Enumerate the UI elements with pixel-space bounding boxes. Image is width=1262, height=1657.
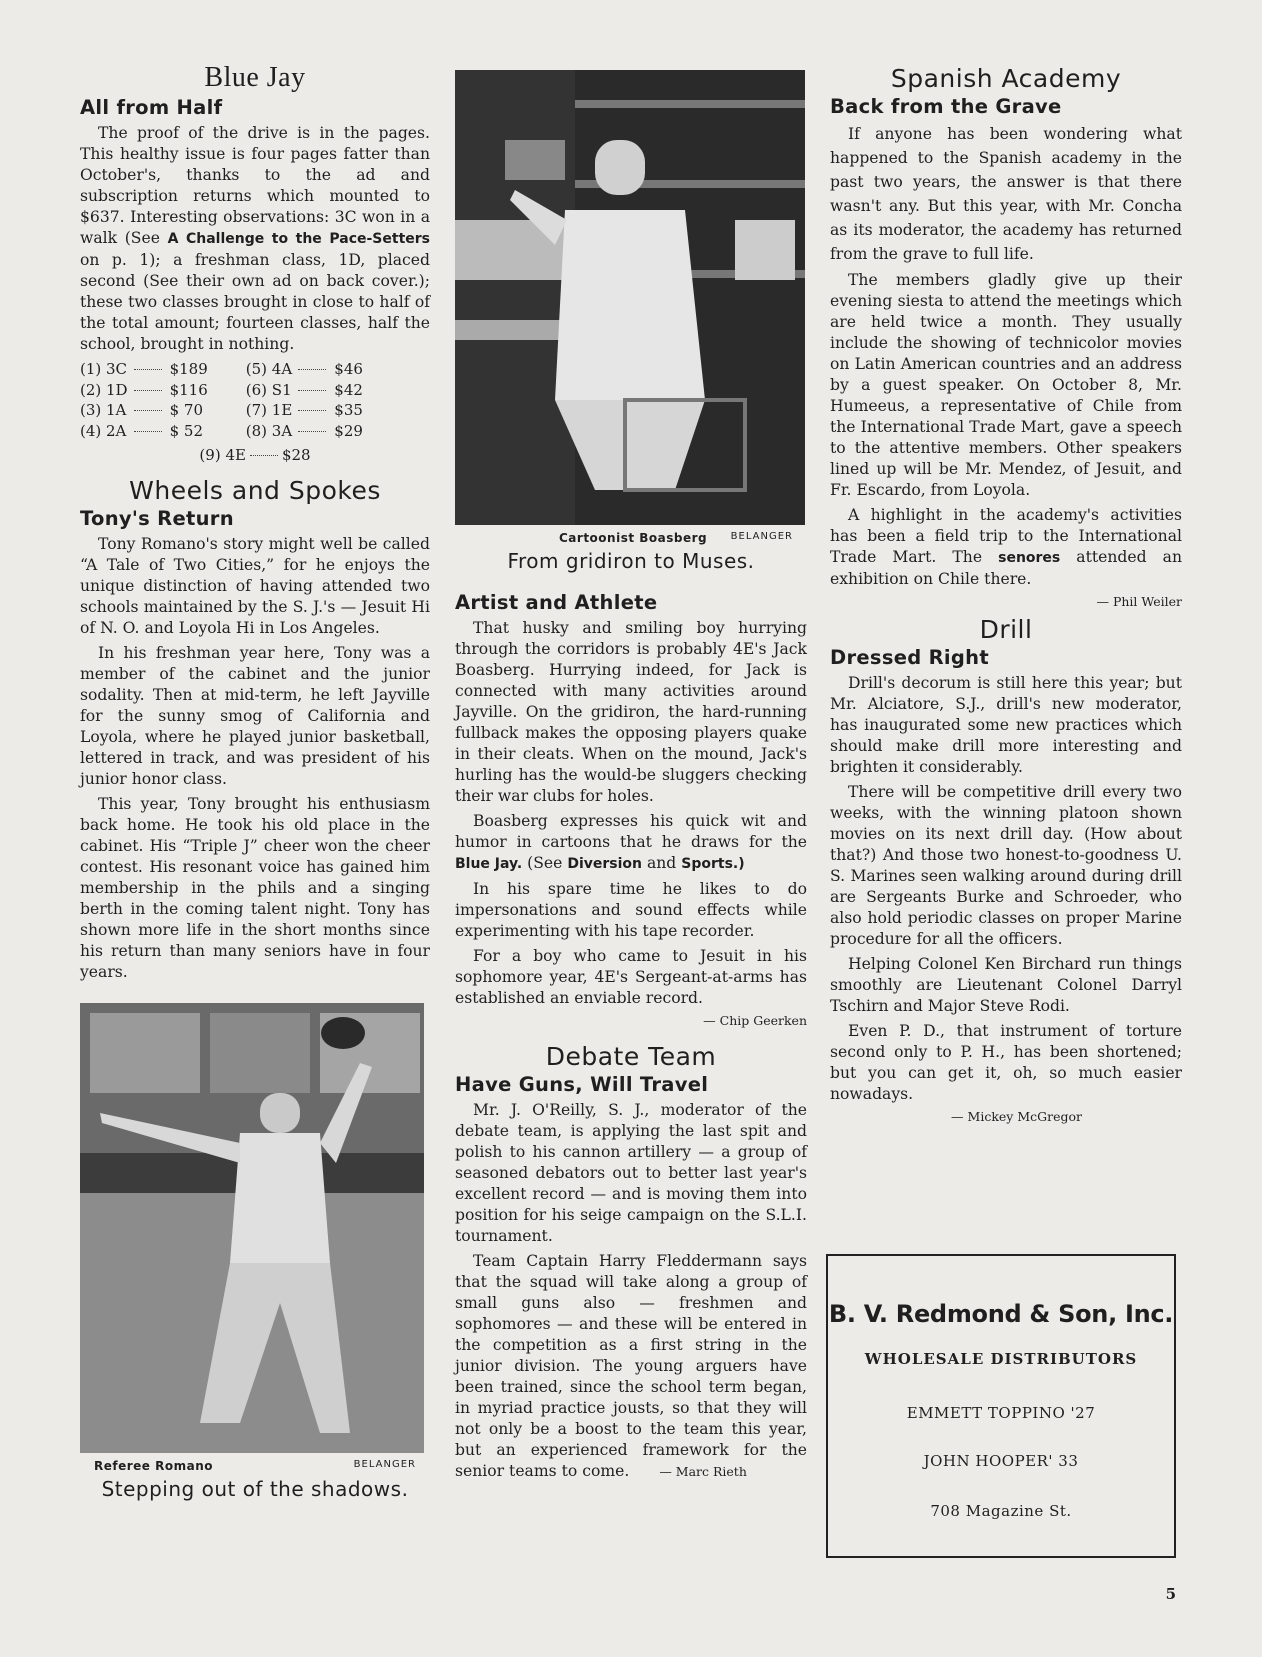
spanish-subtitle: Back from the Grave (830, 95, 1062, 118)
spanish-paragraph-3: A highlight in the academy's activities has been a field trip to the International Trade Mart. The senores attended an exhibition on Chile there. (830, 506, 1182, 588)
blue-jay-title: Blue Jay (204, 62, 306, 93)
score-rank: (6) S1 (245, 380, 292, 399)
ad-line-2: JOHN HOOPER' 33 (923, 1452, 1079, 1470)
column-middle (455, 60, 807, 1486)
score-rank: (4) 2A (80, 421, 127, 440)
score-amount: $29 (334, 421, 363, 440)
scores-last-row: (9) 4E $28 (199, 446, 311, 464)
drill-paragraph-1: Drill's decorum is still here this year; but Mr. Alciatore, S.J., drill's new moderator, has inaugurated some new practices which should make drill more interesting and brighten it considerably. (830, 674, 1182, 776)
drill-paragraph-3: Helping Colonel Ken Birchard run things smoothly are Lieutenant Colonel Darryl Tschirn and Major Steve Rodi. (830, 955, 1182, 1015)
score-amount: $35 (334, 401, 363, 419)
score-row (80, 400, 367, 421)
debate-paragraph-2: Team Captain Harry Fleddermann says that the squad will take along a group of small guns also — freshmen and sophomores — and these will be entered in the competition as a first string in the junior division. The young arguers have been trained, since the school term began, in myriad practice jousts, so that they will not only be a boost to the team this year, but an experienced framework for the senior teams to come. — Marc Rieth (455, 1252, 807, 1480)
drill-title: Drill (979, 615, 1033, 644)
debate-byline: — Marc Rieth (659, 1464, 747, 1479)
romano-photo-illustration (80, 1003, 424, 1453)
boasberg-caption: From gridiron to Muses. (507, 549, 755, 573)
photo-romano (80, 1003, 424, 1453)
wheels-paragraph-2: In his freshman year here, Tony was a member of the cabinet and the junior sodality. Then at mid-term, he left Jayville for the sunny smog of California and Loyola, where he played junior basketball, lettered in track, and was president of his junior honor class. (80, 643, 430, 788)
leader-dots (294, 400, 334, 421)
drill-subtitle: Dressed Right (830, 646, 989, 669)
boasberg-credit-source: BELANGER (730, 531, 793, 542)
score-amount: $189 (169, 360, 208, 378)
artist-subtitle: Artist and Athlete (455, 591, 658, 614)
debate-subtitle: Have Guns, Will Travel (455, 1073, 709, 1096)
spanish-paragraph-2: The members gladly give up their evening siesta to attend the meetings which are held twice a month. They usually include the showing of technicolor movies on Latin American countries and an address by a guest speaker. On October 8, Mr. Humeeus, a representative of Chile from the International Trade Mart, gave a speech to the attentive members. Other speakers lined up will be Mr. Mendez, of Jesuit, and Fr. Escardo, from Loyola. (830, 271, 1182, 499)
score-rank: (1) 3C (80, 360, 128, 378)
advertisement-box (826, 1254, 1176, 1558)
leader-dots (294, 421, 334, 442)
score-rank: (8) 3A (245, 421, 293, 440)
score-row (80, 421, 367, 442)
column-left (80, 60, 430, 1501)
score-amount: $42 (334, 380, 363, 399)
romano-credit-source: BELANGER (353, 1458, 416, 1470)
scores-table (80, 359, 367, 441)
artist-paragraph-3: In his spare time he likes to do impersonations and sound effects while experimenting with his tape recorder. (455, 880, 807, 940)
boasberg-photo-illustration (455, 70, 805, 525)
score-rank: (3) 1A (80, 401, 127, 419)
score-rank: (7) 1E (245, 401, 293, 419)
spanish-byline: — Phil Weiler (1096, 594, 1182, 609)
score-row (80, 359, 367, 380)
blue-jay-paragraph: The proof of the drive is in the pages. This healthy issue is four pages fatter than October's, thanks to the ad and subscription returns which mounted to $637. Interesting observations: 3C won in a walk (See A Challenge to the Pace-Setters on p. 1); a freshman class, 1D, placed second (See their own ad on back cover.); these two classes brought in close to half of the total amount; fourteen classes, half the school, brought in nothing. (80, 124, 430, 353)
drill-byline: — Mickey McGregor (951, 1109, 1082, 1124)
boasberg-credit-name: Cartoonist Boasberg (559, 531, 708, 545)
leader-dots (294, 359, 334, 380)
drill-paragraph-4: Even P. D., that instrument of torture second only to P. H., has been shortened; but you can get it, oh, so much easier nowadays. (830, 1022, 1182, 1103)
artist-paragraph-4: For a boy who came to Jesuit in his sophomore year, 4E's Sergeant-at-arms has established an enviable record. (455, 947, 807, 1007)
blue-jay-subtitle: All from Half (80, 96, 223, 119)
column-right (830, 60, 1182, 1130)
artist-paragraph-2: Boasberg expresses his quick wit and humor in cartoons that he draws for the Blue Jay. (See Diversion and Sports.) (455, 812, 807, 872)
score-amount: $116 (169, 380, 208, 399)
romano-credit-name: Referee Romano (94, 1458, 213, 1473)
wheels-subtitle: Tony's Return (80, 506, 234, 530)
leader-dots (294, 380, 334, 401)
spanish-paragraph-1: If anyone has been wondering what happened to the Spanish academy in the past two years, the answer is that there wasn't any. But this year, with Mr. Concha as its moderator, the academy has returned from the grave to full life. (830, 125, 1182, 263)
ad-company-name: B. V. Redmond & Son, Inc. (828, 1300, 1174, 1328)
leader-dots (130, 421, 170, 442)
score-amount: $ 70 (169, 401, 203, 419)
ad-subtitle: WHOLESALE DISTRIBUTORS (864, 1350, 1138, 1368)
score-rank: (5) 4A (245, 360, 293, 378)
wheels-paragraph-1: Tony Romano's story might well be called “A Tale of Two Cities,” for he enjoys the unique distinction of having attended two schools maintained by the S. J.'s — Jesuit Hi of N. O. and Loyola Hi in Los Angeles. (80, 534, 430, 637)
leader-dots (130, 400, 170, 421)
artist-paragraph-1: That husky and smiling boy hurrying through the corridors is probably 4E's Jack Boasberg. Hurrying indeed, for Jack is connected with many activities around Jayville. On the gridiron, the hard-running fullback makes the opposing players quake in their cleats. When on the mound, Jack's hurling has the would-be sluggers checking their war clubs for holes. (455, 619, 807, 805)
drill-paragraph-2: There will be competitive drill every two weeks, with the winning platoon shown movies on its next drill day. (How about that?) And those two honest-to-goodness U. S. Marines seen walking around during drill are Sergeants Burke and Schroeder, who also hold periodic classes on proper Marine procedure for all the officers. (830, 783, 1182, 948)
page-number: 5 (1165, 1585, 1176, 1603)
wheels-paragraph-3: This year, Tony brought his enthusiasm back home. He took his old place in the cabinet. His “Triple J” cheer won the cheer contest. His resonant voice has gained him membership in the phils and a singing berth in the coming talent night. Tony has shown more life in the short months since his return than many seniors have in four years. (80, 794, 430, 981)
score-amount: $ 52 (169, 421, 203, 440)
score-amount: $46 (334, 360, 363, 378)
score-rank: (2) 1D (80, 380, 128, 399)
wheels-title: Wheels and Spokes (129, 475, 381, 505)
leader-dots (130, 380, 170, 401)
photo-boasberg (455, 70, 805, 525)
ad-line-1: EMMETT TOPPINO '27 (906, 1404, 1096, 1422)
artist-byline: — Chip Geerken (703, 1013, 807, 1028)
debate-paragraph-1: Mr. J. O'Reilly, S. J., moderator of the debate team, is applying the last spit and polish to his cannon artillery — a group of seasoned debators out to better last year's excellent record — and is moving them into position for his seige campaign on the S.L.I. tournament. (455, 1101, 807, 1245)
boasberg-credit (455, 531, 807, 545)
romano-caption: Stepping out of the shadows. (101, 1476, 409, 1501)
spanish-title: Spanish Academy (890, 64, 1122, 93)
romano-credit (80, 1459, 430, 1473)
leader-dots (130, 359, 170, 380)
debate-title: Debate Team (545, 1042, 717, 1071)
ad-line-3: 708 Magazine St. (930, 1502, 1072, 1520)
score-row (80, 380, 367, 401)
